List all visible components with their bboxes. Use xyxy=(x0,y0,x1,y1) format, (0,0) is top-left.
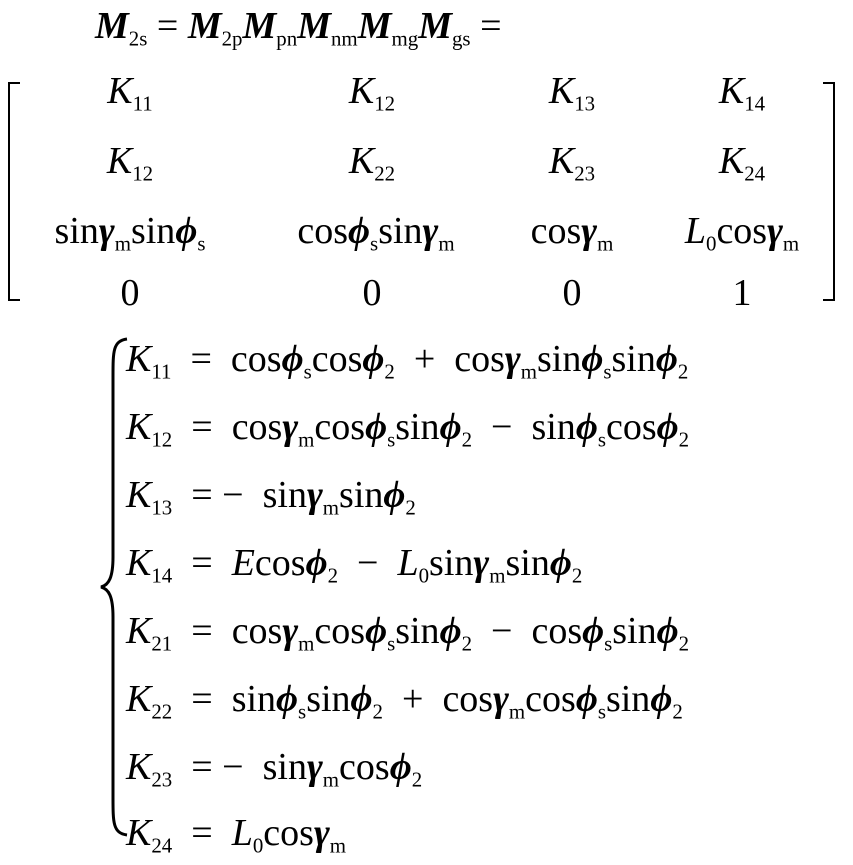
matrix-cell: cosϕ$_s$sinγ$_m$ xyxy=(297,210,455,256)
subscript: 2s xyxy=(128,26,148,51)
matrix-symbol: M xyxy=(187,5,222,47)
left-bracket xyxy=(8,82,20,301)
equals-sign: = xyxy=(480,5,502,47)
subscript: mg xyxy=(391,26,419,51)
matrix-cell: cosγ$_m$ xyxy=(530,210,614,256)
matrix-cell: $K_{23}$ xyxy=(548,140,596,186)
subscript: 2p xyxy=(221,26,243,51)
definition-line-k21: $K_{21} = \cos\gamma_m\cos\phi_s\sin\phi_2 - \cos\phi_s\sin\phi_2$ xyxy=(126,610,690,656)
definition-line-k14: $K_{14} = Ecos\phi_2 - L_0\sin\gamma_m\sin\phi_2$ xyxy=(126,542,583,588)
matrix-cell: $K_{14}$ xyxy=(718,70,766,116)
matrix-cell: 0 xyxy=(120,272,140,314)
matrix-symbol: M xyxy=(297,5,331,47)
subscript: nm xyxy=(330,26,358,51)
equals-sign: = xyxy=(156,5,179,47)
subscript: pn xyxy=(276,26,298,51)
matrix-cell: $L_0\cos\gamma_m$ xyxy=(684,210,800,256)
definition-line-k13: $K_{13}$ = − sinγ$_m$sinϕ$_2$ xyxy=(126,474,416,520)
subscript: gs xyxy=(451,26,471,51)
matrix-cell: 1 xyxy=(732,272,752,314)
matrix-cell: $K_{11}$ xyxy=(107,70,153,116)
definition-line-k11: $K_{11} = \cos\phi_s\cos\phi_2 + \cos\gamma_m\sin\phi_s\sin\phi_2$ xyxy=(126,338,689,384)
matrix-cell: $K_{12}$ xyxy=(106,140,154,186)
definition-line-k12: $K_{12} = \cos\gamma_m\cos\phi_s\sin\phi_2 - \sin\phi_s\cos\phi_2$ xyxy=(126,406,690,452)
matrix-cell: 0 xyxy=(362,272,382,314)
matrix-symbol: M xyxy=(357,5,392,47)
matrix-cell: 0 xyxy=(562,272,582,314)
definition-line-k23: $K_{23}$ = − sinγ$_m$cosϕ$_2$ xyxy=(126,746,423,792)
right-bracket xyxy=(823,82,835,301)
matrix-cell: $K_{13}$ xyxy=(548,70,596,116)
matrix-symbol: M xyxy=(95,5,129,47)
definition-line-k24: $K_{24} = L_0\cos\gamma_m$ xyxy=(126,812,346,858)
matrix-cell: $K_{24}$ xyxy=(718,140,766,186)
equation-line-1 xyxy=(95,5,502,51)
definition-line-k22: $K_{22} = \sin\phi_s\sin\phi_2 + \cos\gamma_m\cos\phi_s\sin\phi_2$ xyxy=(126,678,683,724)
matrix-cell: sinγ$_m$sinϕ$_s$ xyxy=(54,210,206,256)
left-brace xyxy=(99,337,129,837)
matrix-symbol: M xyxy=(418,5,452,47)
matrix-symbol: M xyxy=(242,5,277,47)
matrix-cell: $K_{12}$ xyxy=(348,70,396,116)
matrix-cell: $K_{22}$ xyxy=(348,140,396,186)
